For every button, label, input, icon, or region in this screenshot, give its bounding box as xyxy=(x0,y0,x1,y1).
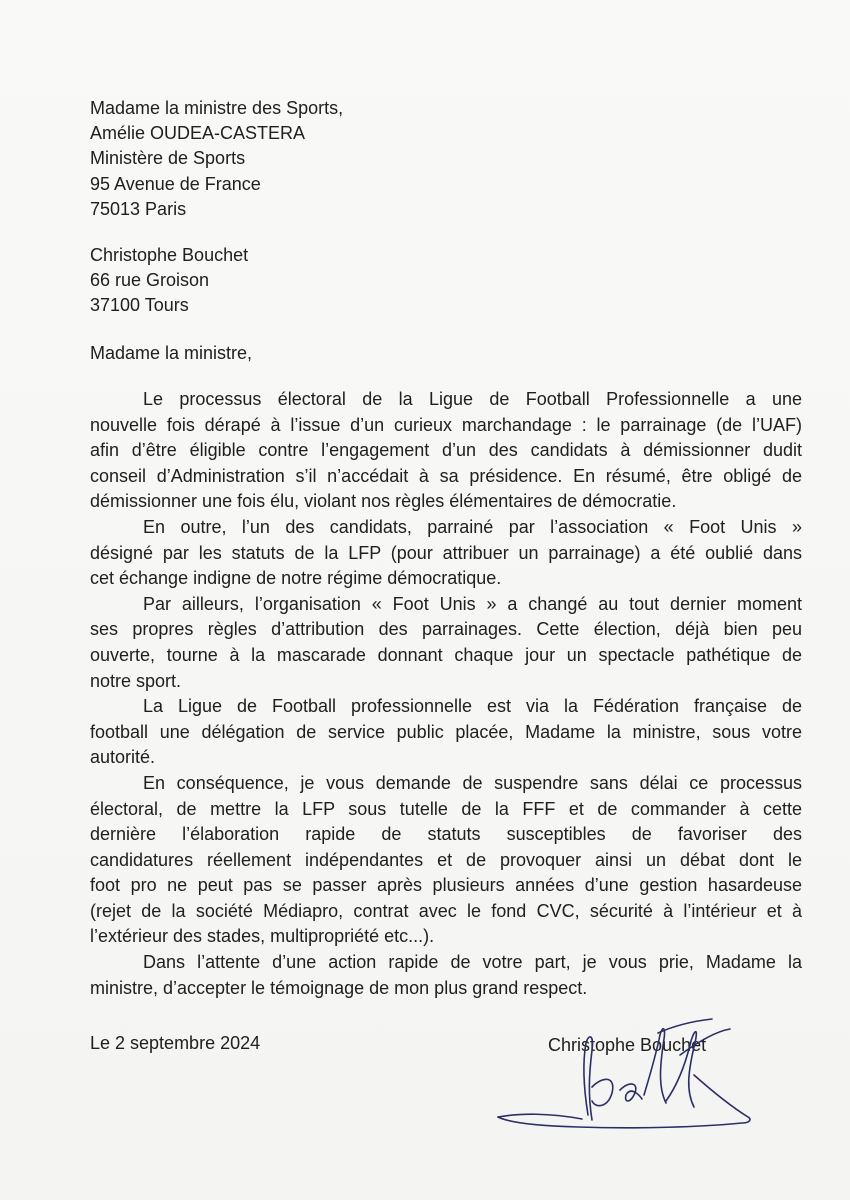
text-line: ministre, d’accepter le témoignage de mon plus grand respect. xyxy=(90,977,588,998)
recipient-line: Ministère de Sports xyxy=(90,148,246,169)
text-line: conseil d’Administration s’il n’accédait à sa présidence. En résumé, être obligé de xyxy=(90,465,802,486)
paragraph xyxy=(90,387,802,515)
text-line: Dans l’attente d’une action rapide de votre part, je vous prie, Madame la xyxy=(143,952,802,973)
paragraph xyxy=(90,694,802,771)
recipient-address xyxy=(90,96,343,222)
text-line: football une délégation de service public placée, Madame la ministre, sous votre xyxy=(90,721,802,742)
sender-city: 37100 Tours xyxy=(90,295,189,316)
sender-address xyxy=(90,243,248,319)
text-line: désigné par les statuts de la LFP (pour attribuer un parrainage) a été oublié dans xyxy=(90,542,802,563)
text-line: Le processus électoral de la Ligue de Football Professionnelle a une xyxy=(143,389,802,409)
letter-body xyxy=(90,387,802,1001)
text-line: (rejet de la société Médiapro, contrat avec le fond CVC, sécurité à l’intérieur et à xyxy=(90,900,802,921)
text-line: afin d’être éligible contre l’engagement d’un des candidats à démissionner dudit xyxy=(90,440,802,461)
text-line: La Ligue de Football professionnelle est via la Fédération française de xyxy=(143,696,802,717)
text-line: dernière l’élaboration rapide de statuts susceptibles de favoriser des xyxy=(90,824,802,845)
text-line: En conséquence, je vous demande de suspendre sans délai ce processus xyxy=(143,772,802,793)
text-line: démissionner une fois élu, violant nos règles élémentaires de démocratie. xyxy=(90,491,677,512)
text-line: ouverte, tourne à la mascarade donnant chaque jour un spectacle pathétique de xyxy=(90,644,802,665)
text-line: ses propres règles d’attribution des parrainages. Cette élection, déjà bien peu xyxy=(90,619,802,640)
paragraph xyxy=(90,592,802,694)
paragraph xyxy=(90,515,802,592)
text-line: notre sport. xyxy=(90,670,182,691)
signature-name: Christophe Bouchet xyxy=(548,1035,707,1055)
text-line: foot pro ne peut pas se passer après plusieurs années d’une gestion hasardeuse xyxy=(90,875,802,896)
letter-date: Le 2 septembre 2024 xyxy=(90,1033,261,1053)
text-line: l’extérieur des stades, multipropriété etc...). xyxy=(90,926,435,947)
text-line: En outre, l’un des candidats, parrainé par l’association « Foot Unis » xyxy=(143,516,802,537)
recipient-line: 75013 Paris xyxy=(90,198,187,219)
text-line: électoral, de mettre la LFP sous tutelle de la FFF et de commander à cette xyxy=(90,798,802,819)
text-line: nouvelle fois dérapé à l’issue d’un curieux marchandage : le parrainage (de l’UAF) xyxy=(90,414,802,435)
text-line: Par ailleurs, l’organisation « Foot Unis » a changé au tout dernier moment xyxy=(143,593,802,614)
recipient-line: Amélie OUDEA-CASTERA xyxy=(90,123,306,144)
handwritten-signature xyxy=(480,995,770,1145)
recipient-line: Madame la ministre des Sports, xyxy=(90,98,344,118)
sender-street: 66 rue Groison xyxy=(90,270,210,291)
sender-name: Christophe Bouchet xyxy=(90,245,249,265)
text-line: autorité. xyxy=(90,747,156,768)
text-line: candidatures réellement indépendantes et de provoquer ainsi un débat dont le xyxy=(90,849,802,870)
paragraph xyxy=(90,771,802,950)
paragraph xyxy=(90,950,802,1001)
salutation: Madame la ministre, xyxy=(90,343,253,363)
recipient-line: 95 Avenue de France xyxy=(90,173,261,194)
text-line: cet échange indigne de notre régime démocratique. xyxy=(90,568,502,589)
